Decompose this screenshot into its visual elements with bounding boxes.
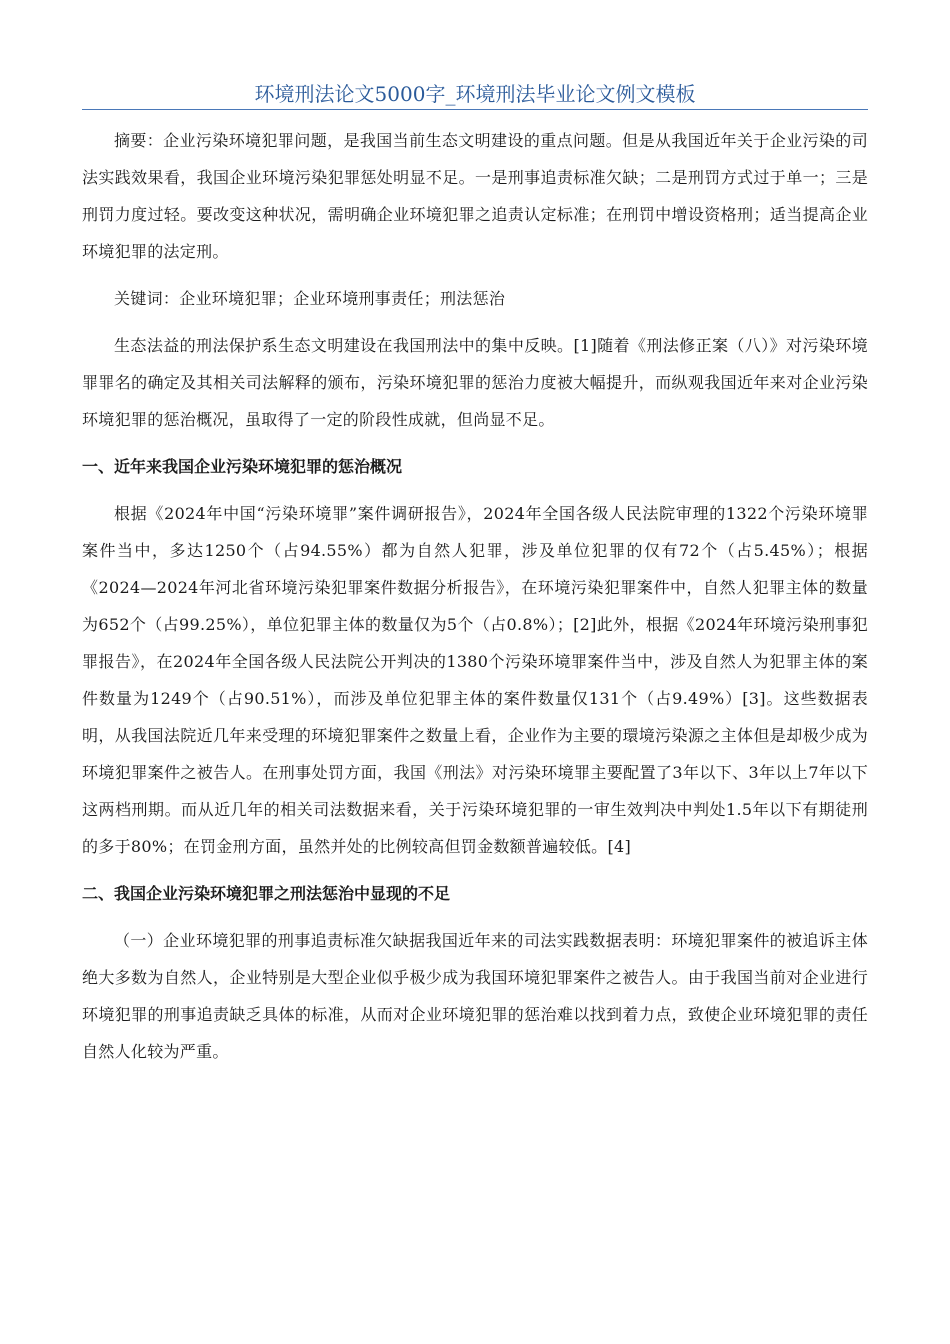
section2-heading: 二、我国企业污染环境犯罪之刑法惩治中显现的不足 [82,884,451,903]
document-page [82,0,868,1070]
document-title: 环境刑法论文5000字_环境刑法毕业论文例文模板 [254,82,696,106]
section1-body: 根据《2024年中国“污染环境罪”案件调研报告》，2024年全国各级人民法院审理的1322个污染环境罪案件当中，多达1250个（占94.55%）都为自然人犯罪，涉及单位犯罪的仅有72个（占5.45%）；根据《2024—2024年河北省环境污染犯罪案件数据分析报告》，在环境污染犯罪案件中，自然人犯罪主体的数量为652个（占99.25%），单位犯罪主体的数量仅为5个（占0.8%）；[2]此外，根据《2024年环境污染刑事犯罪报告》，在2024年全国各级人民法院公开判决的1380个污染环境罪案件当中，涉及自然人为犯罪主体的案件数量为1249个（占90.51%），而涉及单位犯罪主体的案件数量仅131个（占9.49%）[3]。这些数据表明，从我国法院近几年来受理的环境犯罪案件之数量上看，企业作为主要的環境污染源之主体但是却极少成为环境犯罪案件之被告人。在刑事处罚方面，我国《刑法》对污染环境罪主要配置了3年以下、3年以上7年以下这两档刑期。而从近几年的相关司法数据来看，关于污染环境犯罪的一审生效判决中判处1.5年以下有期徒刑的多于80%；在罚金刑方面，虽然并处的比例较高但罚金数额普遍较低。[4] [82,504,868,856]
intro-paragraph: 生态法益的刑法保护系生态文明建设在我国刑法中的集中反映。[1]随着《刑法修正案（八）》对污染环境罪罪名的确定及其相关司法解释的颁布，污染环境犯罪的惩治力度被大幅提升，而纵观我国近年来对企业污染环境犯罪的惩治概况，虽取得了一定的阶段性成就，但尚显不足。 [82,336,868,429]
title-underline [82,109,868,110]
section2-subsection1: （一）企业环境犯罪的刑事追责标准欠缺据我国近年来的司法实践数据表明：环境犯罪案件的被追诉主体绝大多数为自然人，企业特别是大型企业似乎极少成为我国环境犯罪案件之被告人。由于我国当前对企业进行环境犯罪的刑事追责缺乏具体的标准，从而对企业环境犯罪的惩治难以找到着力点，致使企业环境犯罪的责任自然人化较为严重。 [82,931,868,1061]
section1-heading: 一、近年来我国企业污染环境犯罪的惩治概况 [82,457,403,476]
abstract-paragraph: 摘要：企业污染环境犯罪问题，是我国当前生态文明建设的重点问题。但是从我国近年关于企业污染的司法实践效果看，我国企业环境污染犯罪惩处明显不足。一是刑事追责标准欠缺；二是刑罚方式过于单一；三是刑罚力度过轻。要改变这种状况，需明确企业环境犯罪之追责认定标准；在刑罚中增设资格刑；适当提高企业环境犯罪的法定刑。 [82,131,868,261]
keywords-paragraph: 关键词：企业环境犯罪；企业环境刑事责任；刑法惩治 [114,289,506,308]
